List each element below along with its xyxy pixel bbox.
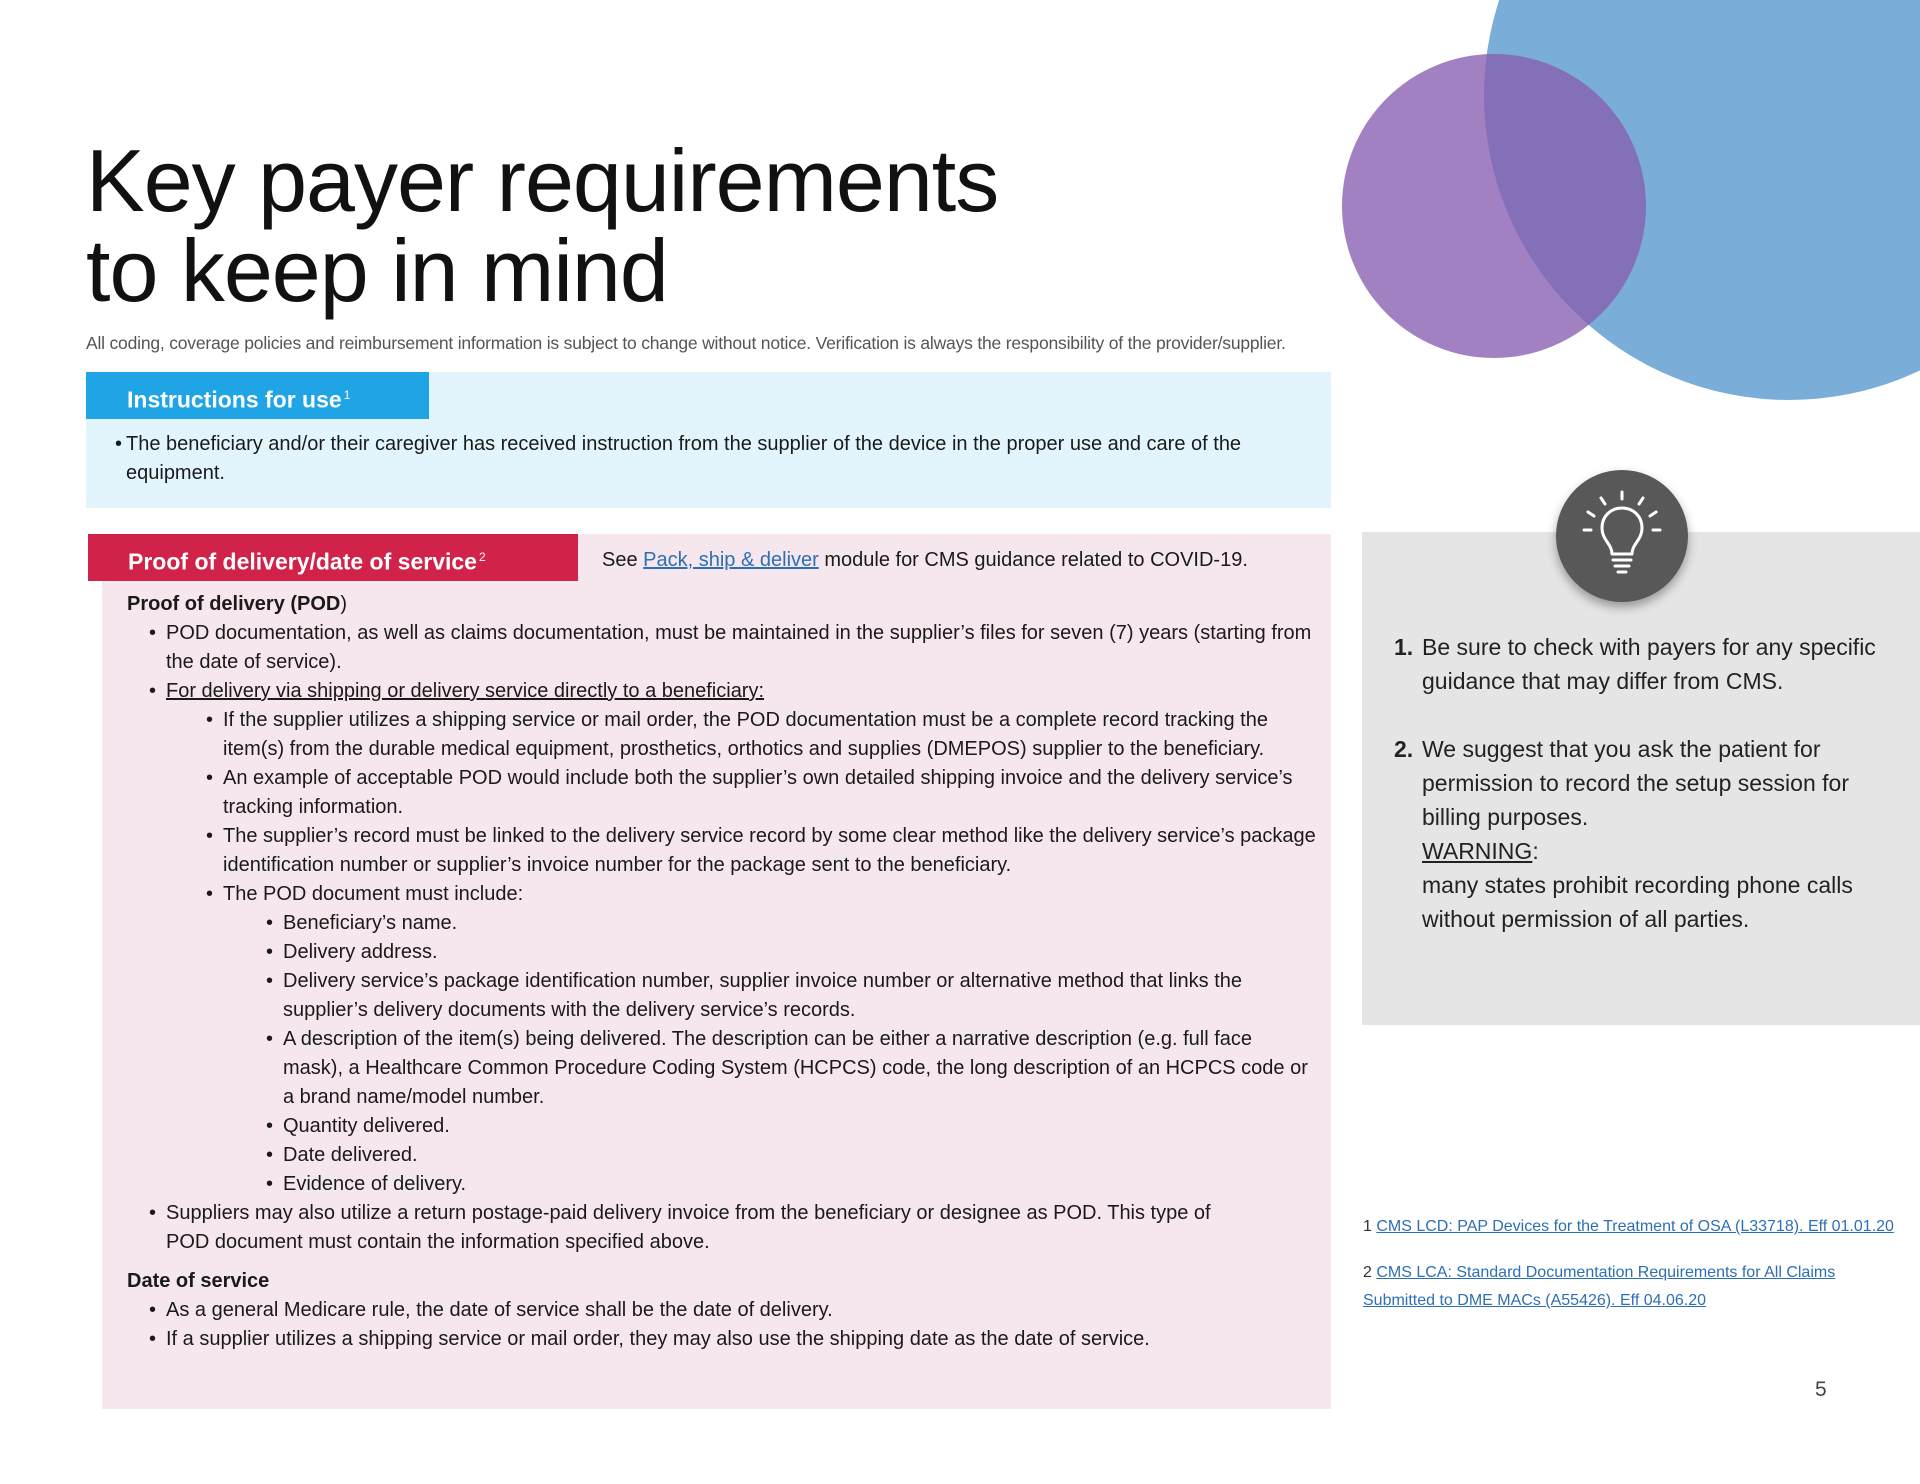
pack-ship-deliver-link[interactable]: Pack, ship & deliver — [643, 549, 819, 571]
pod-tab-label: Proof of delivery/date of service — [128, 548, 477, 575]
bullet-icon: • — [149, 1299, 157, 1321]
list-item-text: If a supplier utilizes a shipping service or mail order, they may also use the shipping date as the date of service. — [166, 1328, 1150, 1350]
list-item — [127, 706, 1317, 764]
bullet-icon: • — [266, 1115, 274, 1137]
list-item — [127, 1141, 1317, 1170]
list-item-text: If the supplier utilizes a shipping service or mail order, the POD documentation must be a complete record tracking the item(s) from the durable medical equipment, prosthetics, orthotics and supplies (DMEPOS) supplier to the beneficiary. — [223, 709, 1268, 760]
footnote-1 — [1363, 1213, 1903, 1241]
tip-text: We suggest that you ask the patient for permission to record the setup session for billing purposes. — [1422, 736, 1849, 830]
pod-note-prefix: See — [602, 549, 644, 571]
footnotes — [1363, 1213, 1903, 1333]
bullet-icon: • — [149, 1328, 157, 1350]
list-item — [127, 1199, 1317, 1257]
list-item-text: Delivery address. — [283, 941, 438, 963]
tip-text: Be sure to check with payers for any specific guidance that may differ from CMS. — [1422, 634, 1876, 694]
bullet-icon: • — [206, 709, 214, 731]
list-item — [127, 1025, 1317, 1112]
footnote-2-link[interactable]: CMS LCA: Standard Documentation Requirements for All Claims Submitted to DME MACs (A55426). Eff 04.06.20 — [1363, 1264, 1836, 1309]
footnote-ref-1: 1 — [343, 388, 351, 402]
page-title-line-1: Key payer requirements — [86, 131, 999, 230]
instructions-tab — [86, 372, 429, 419]
list-item-text: A description of the item(s) being delivered. The description can be either a narrative description (e.g. full face mask), a Healthcare Common Procedure Coding System (HCPCS) code, the long description of an HCPCS code or a brand name/model number. — [283, 1028, 1308, 1108]
tip-number: 2. — [1394, 736, 1414, 762]
list-item — [127, 909, 1317, 938]
bullet-icon: • — [206, 883, 214, 905]
tip-item-2 — [1394, 732, 1894, 936]
lightbulb-icon — [1556, 470, 1688, 602]
tip-item-1 — [1394, 630, 1894, 698]
page-title — [86, 131, 999, 320]
bullet-icon: • — [149, 622, 157, 644]
pod-heading-paren: ) — [340, 593, 348, 615]
instructions-section — [86, 372, 1331, 508]
bullet-icon: • — [266, 941, 274, 963]
bullet-icon: • — [115, 433, 123, 455]
page-title-line-2: to keep in mind — [86, 221, 668, 320]
pod-covid-note — [602, 549, 1248, 572]
pod-tab — [88, 534, 578, 581]
pod-heading — [127, 590, 1317, 619]
bullet-icon: • — [149, 1202, 157, 1224]
pod-note-suffix: module for CMS guidance related to COVID-19. — [818, 549, 1248, 571]
list-item — [127, 822, 1317, 880]
bullet-icon: • — [266, 970, 274, 992]
list-item-text: Evidence of delivery. — [283, 1173, 467, 1195]
pod-heading-text: Proof of delivery (POD — [127, 593, 341, 615]
date-of-service-heading: Date of service — [127, 1270, 270, 1292]
list-item-text: As a general Medicare rule, the date of service shall be the date of delivery. — [166, 1299, 833, 1321]
list-item — [127, 619, 1317, 677]
instructions-bullet-text: The beneficiary and/or their caregiver has received instruction from the supplier of the device in the proper use and care of the equipment. — [126, 433, 1242, 484]
instructions-bullet — [115, 430, 1276, 488]
list-item — [127, 880, 1317, 909]
list-item-text: Delivery service’s package identification number, supplier invoice number or alternative method that links the supplier’s delivery documents with the delivery service’s records. — [283, 970, 1243, 1021]
list-item — [127, 1112, 1317, 1141]
list-item-text: The supplier’s record must be linked to the delivery service record by some clear method like the delivery service’s package identification number or supplier’s invoice number for the package sent to the beneficiary. — [223, 825, 1316, 876]
list-item-text: Date delivered. — [283, 1144, 418, 1166]
bullet-icon: • — [266, 1173, 274, 1195]
list-item — [127, 1296, 1317, 1325]
bullet-icon: • — [149, 680, 157, 702]
list-item — [127, 764, 1317, 822]
list-item — [127, 1325, 1317, 1354]
page-number: 5 — [1815, 1378, 1827, 1401]
bullet-icon: • — [206, 825, 214, 847]
list-item-text: Suppliers may also utilize a return postage-paid delivery invoice from the beneficiary or designee as POD. This type of POD document must contain the information specified above. — [166, 1202, 1211, 1253]
disclaimer-text: All coding, coverage policies and reimbursement information is subject to change without notice. Verification is always the responsibility of the provider/supplier. — [86, 333, 1286, 353]
list-item — [127, 1170, 1317, 1199]
footnote-number: 2 — [1363, 1264, 1377, 1281]
list-item — [127, 967, 1317, 1025]
pod-content — [127, 590, 1317, 1354]
footnote-number: 1 — [1363, 1218, 1377, 1235]
decorative-purple-circle — [1342, 54, 1646, 358]
bullet-icon: • — [266, 1028, 274, 1050]
instructions-tab-label: Instructions for use — [127, 386, 342, 413]
list-item-text: Quantity delivered. — [283, 1115, 450, 1137]
tip-number: 1. — [1394, 634, 1414, 660]
list-item-text: For delivery via shipping or delivery service directly to a beneficiary: — [166, 680, 765, 702]
list-item-text: POD documentation, as well as claims documentation, must be maintained in the supplier’s files for seven (7) years (starting from the date of service). — [166, 622, 1312, 673]
footnote-2 — [1363, 1259, 1903, 1315]
warning-colon: : — [1532, 838, 1539, 864]
list-item-text: The POD document must include: — [223, 883, 524, 905]
bullet-icon: • — [266, 1144, 274, 1166]
footnote-1-link[interactable]: CMS LCD: PAP Devices for the Treatment of OSA (L33718). Eff 01.01.20 — [1376, 1218, 1894, 1235]
list-item-text: An example of acceptable POD would include both the supplier’s own detailed shipping invoice and the delivery service’s tracking information. — [223, 767, 1293, 818]
bullet-icon: • — [206, 767, 214, 789]
footnote-ref-2: 2 — [478, 550, 486, 564]
bullet-icon: • — [266, 912, 274, 934]
lightbulb-icon-graphic — [1556, 470, 1688, 602]
tips-list — [1394, 630, 1894, 936]
warning-label: WARNING — [1422, 838, 1533, 864]
list-item — [127, 677, 1317, 706]
warning-text: many states prohibit recording phone calls without permission of all parties. — [1422, 872, 1853, 932]
list-item-text: Beneficiary’s name. — [283, 912, 458, 934]
list-item — [127, 938, 1317, 967]
